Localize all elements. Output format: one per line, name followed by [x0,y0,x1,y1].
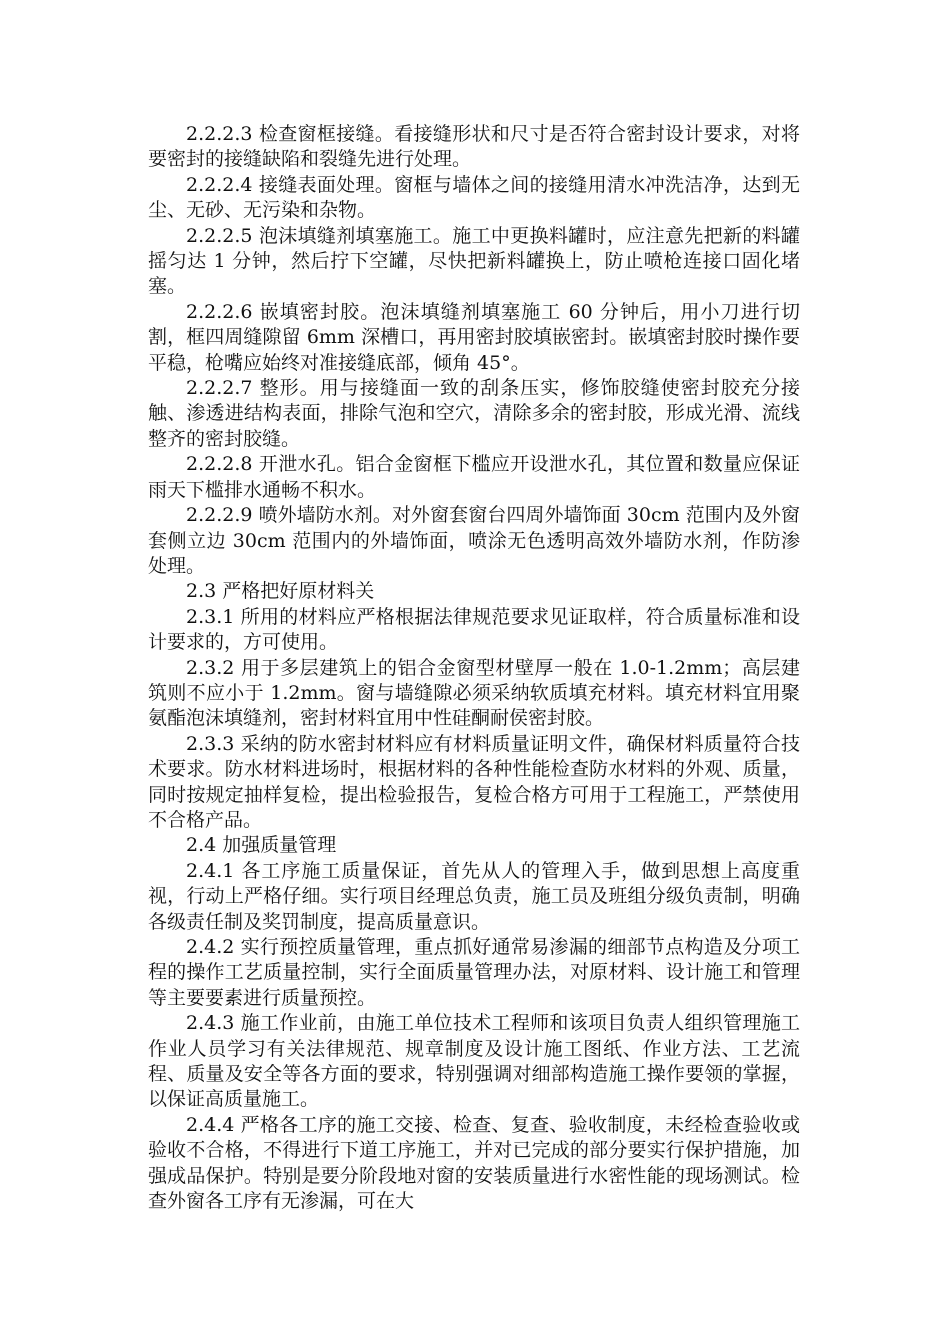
paragraph-2-2-2-7: 2.2.2.7 整形。用与接缝面一致的刮条压实，修饰胶缝使密封胶充分接触、渗透进结构表面，排除气泡和空穴，清除多余的密封胶，形成光滑、流线整齐的密封胶缝。 [148,377,800,450]
paragraph-2-3-1: 2.3.1 所用的材料应严格根据法律规范要求见证取样，符合质量标准和设计要求的，方可使用。 [148,605,800,654]
paragraph-2-2-2-9: 2.2.2.9 喷外墙防水剂。对外窗套窗台四周外墙饰面 30cm 范围内及外窗套侧立边 30cm 范围内的外墙饰面，喷涂无色透明高效外墙防水剂，作防渗处理。 [148,504,800,577]
paragraph-2-2-2-5: 2.2.2.5 泡沫填缝剂填塞施工。施工中更换料罐时，应注意先把新的料罐摇匀达 1 分钟，然后拧下空罐，尽快把新料罐换上，防止喷枪连接口固化堵塞。 [148,224,800,298]
paragraph-2-2-2-4: 2.2.2.4 接缝表面处理。窗框与墙体之间的接缝用清水冲洗洁净，达到无尘、无砂、无污染和杂物。 [148,173,800,222]
section-heading-2-4: 2.4 加强质量管理 [186,834,337,857]
document-body [148,122,800,1214]
paragraph-2-4-3: 2.4.3 施工作业前，由施工单位技术工程师和该项目负责人组织管理施工作业人员学习有关法律规范、规章制度及设计施工图纸、作业方法、工艺流程、质量及安全等各方面的要求，特别强调对细部构造施工操作要领的掌握，以保证高质量施工。 [148,1012,800,1111]
paragraph-2-3-2: 2.3.2 用于多层建筑上的铝合金窗型材壁厚一般在 1.0-1.2mm；高层建筑则不应小于 1.2mm。窗与墙缝隙必须采纳软质填充材料。填充材料宜用聚氨酯泡沫填缝剂，密封材料宜用中性硅酮耐侯密封胶。 [148,656,800,730]
section-heading-2-3: 2.3 严格把好原材料关 [186,580,375,603]
paragraph-2-4-1: 2.4.1 各工序施工质量保证，首先从人的管理入手，做到思想上高度重视，行动上严格仔细。实行项目经理总负责，施工员及班组分级负责制，明确各级责任制及奖罚制度，提高质量意识。 [148,859,800,933]
paragraph-2-4-2: 2.4.2 实行预控质量管理，重点抓好通常易渗漏的细部节点构造及分项工程的操作工艺质量控制，实行全面质量管理办法，对原材料、设计施工和管理等主要要素进行质量预控。 [148,936,800,1009]
paragraph-2-2-2-3: 2.2.2.3 检查窗框接缝。看接缝形状和尺寸是否符合密封设计要求，对将要密封的接缝缺陷和裂缝先进行处理。 [148,123,800,171]
paragraph-2-4-4: 2.4.4 严格各工序的施工交接、检查、复查、验收制度，未经检查验收或验收不合格，不得进行下道工序施工，并对已完成的部分要实行保护措施，加强成品保护。特别是要分阶段地对窗的安装质量进行水密性能的现场测试。检查外窗各工序有无渗漏，可在大 [148,1113,800,1213]
paragraph-2-3-3: 2.3.3 采纳的防水密封材料应有材料质量证明文件，确保材料质量符合技术要求。防水材料进场时，根据材料的各种性能检查防水材料的外观、质量，同时按规定抽样复检，提出检验报告，复检合格方可用于工程施工，严禁使用不合格产品。 [148,732,800,831]
paragraph-2-2-2-6: 2.2.2.6 嵌填密封胶。泡沫填缝剂填塞施工 60 分钟后，用小刀进行切割，框四周缝隙留 6mm 深槽口，再用密封胶填嵌密封。嵌填密封胶时操作要平稳，枪嘴应始终对准接缝底部，倾角 45°。 [148,300,800,374]
paragraph-2-2-2-8: 2.2.2.8 开泄水孔。铝合金窗框下槛应开设泄水孔，其位置和数量应保证雨天下槛排水通畅不积水。 [148,453,800,501]
